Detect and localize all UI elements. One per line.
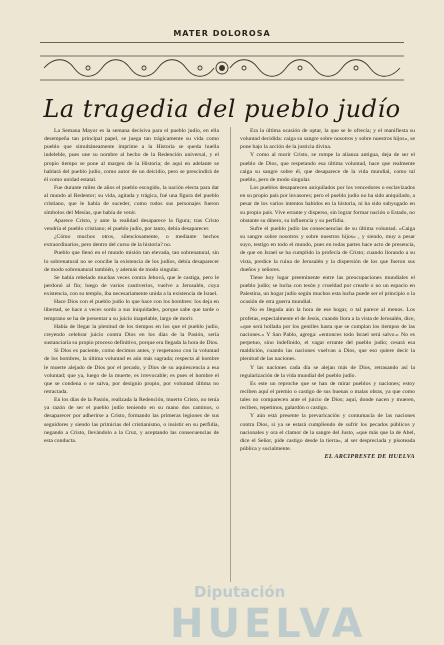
paragraph: Y las naciones cada día se alejan más de Dios, retrasando así la regularización de la vida mundial del pueblo judío. xyxy=(240,364,415,379)
paragraph: Hace Dios con el pueblo judío lo que hace con los hombres: los deja en libertad, se hace a veces sordo a sus iniquidades, porque sabe que tarde o temprano se ha de presentar a su juicio inapelable, largo de morir. xyxy=(44,299,219,322)
paragraph: Aparece Cristo, y ante la realidad desaparece la figura; tras Cristo vendría el pueblo cristiano; el pueblo judío, por tanto, debía desaparecer. xyxy=(44,217,219,232)
watermark-line2: HUELVA xyxy=(170,601,367,645)
watermark-line1: Diputación xyxy=(194,583,286,601)
paragraph: Es este un reproche que se han de mirar pueblos y naciones; estoy reciben aquí el premio o castigo de sus buenas o malas obras, ya que como tales no comparecen ante el juicio de Dios; aquí, donde nacen y mueren, reciben, repetimos, galardón o castigo. xyxy=(240,380,415,412)
paragraph: Sufre el pueblo judío las consecuencias de su última voluntad. «Caiga su sangre sobre nosotros y sobre nuestros hijos» , y siendo, muy a pesar suyo, testigo en todo el mundo, pues en todas partes hace acto de presencia, de que en Israel se ha cumplido la profecía de Cristo; cuando llorando a su vista, predice la ruina de Jerusalén y la dispersión de los que fueron sus dueños y señores. xyxy=(240,225,415,273)
paragraph: Tiene hoy lugar preeminente entre las preocupaciones mundiales el pueblo judío; se lucha con tesón y crueldad por crearle o no un espacio en Palestina, un hogar judío según muchos esta lucha puede ser el principio o la ocasión de otra guerra mundial. xyxy=(240,274,415,306)
column-divider xyxy=(230,127,231,582)
running-header: MATER DOLOROSA xyxy=(173,29,271,38)
author-signature: EL ARCIPRESTE DE HUELVA xyxy=(324,453,415,461)
paragraph: Y como al morir Cristo, se rompe la alianza antigua, deja de ser el pueblo de Dios, que respetando esa última voluntad, hace que realmente caiga su sangre sobre él, que desaparece de la vida mundial, como tal pueblo, pero de modo singular. xyxy=(240,152,415,183)
left-column xyxy=(44,127,219,445)
paragraph: La Semana Mayor es la semana decisiva para el pueblo judío, en ella desempeña tan principal papel, se juega tan trágicamente su vida como pueblo que simultáneamente imprime a la Historia se queda huella indeleble, pues une su nombre al hecho de la Redención universal, y el propio tiempo se pone al margen de la Historia; de aquí en adelante se hablará del pueblo judío, como autor de un deicidio, pero se prescindirá de él como unidad estatal. xyxy=(44,128,219,183)
right-column xyxy=(240,127,415,461)
archive-watermark xyxy=(150,575,410,645)
header-rule xyxy=(40,42,404,43)
paragraph: ¿Cómo muchos otros, silenciosamente, o mediante hechos extraordinarios, pero dentro del curso de la historia? no. xyxy=(44,234,219,249)
decorative-ornament-band xyxy=(40,55,404,81)
paragraph: No es llegada aún la hora de ese hogar, o tal parece al menos. Los profetas, especialmente el de Jesús, cuando llora a la vista de Jerusalén, dice, «que será hollada por los gentiles hasta que se cumplan los tiempos de las naciones.» Y San Pablo, agrega: «entonces todo Israel será salvo.» No es perpetuo, sino indefinido, el vagar errante del pueblo judío; cesará esa maldición, cuando las naciones vuelvan a Dios, que eso quiere decir la plenitud de las naciones. xyxy=(240,307,415,363)
paragraph: Era la última ocasión de optar, la que se le ofrecía; y el manifiesta su voluntad decidida: caiga su sangre sobre nosotros y sobre nuestros hijos», se pone bajo la acción de la justicia divina. xyxy=(240,128,415,151)
paragraph: Pueblo que llenó en el mundo misión tan elevada, tan sobrenatural, sin lo sobrenatural no se concibe la existencia de los judíos, debía desaparecer de modo sobrenatural también, y además de modo singular. xyxy=(44,250,219,273)
paragraph: Había de llegar la plenitud de los tiempos en los que el pueblo judío, creyendo celebrar juicio contra Dios en los días de la Pasión, sería sustanciaría su propio proceso definitivo, porque era llegada la hora de Dios. xyxy=(44,323,219,347)
paragraph: Y aún está presente la prevaricación y contumacia de las naciones contra Dios, si ya se estará cumpliendo de sufrir los pecados públicos y nacionales y ora el clamor de la sangre del Justo, «que más que la de Abel, dice el Señor, pide castigo desde la tierra», al ser despreciada y pisoteada pública y socialmente. xyxy=(240,413,415,453)
paragraph: Si Dios es paciente, como decimos antes, y respetuoso con la voluntad de los hombres, la última voluntad es aún más sagrada; respecta al hombre le muerte alejado de Dios por el pecado, y Dios de su aquiescencia a esa voluntad; que ya, luego de la muerte, es irrevocable; es pues el hombre el que se condena o se salva, por designio propio, por voluntad última no retractada. xyxy=(44,348,219,395)
article-title: La tragedia del pueblo judío xyxy=(43,95,401,123)
paragraph: Se había rebelado muchas veces contra Jehová, que le castiga, pero le perdonó al fin; luego de varios cautiverios, vuelve a Jerusalén, cuya existencia, con su templo, iba necesariamente unida a la existencia de Israel. xyxy=(44,274,219,298)
paragraph: Fue durante miles de años el pueblo escogido, la nación electa para dar al mundo al Redentor; su vida, agitada y trágica, fué una figura del pueblo cristiano, que le había de suceder, como todos sus personajes fueron símbolos del Mesías, que había de venir. xyxy=(44,185,219,216)
paragraph: Los pueblos desaparecen aniquilados por los vencedores o esclavizados en su propio país por invasores; pero el pueblo judío no ha sido aniquilado, a pesar de los varios intentos habidos en la historia, ni ha sido subyugado en su propio país. Vive errante y disperso, sin lograr formar nación o Estado, no obstante su dinero, su influencia y su perfidia. xyxy=(240,185,415,224)
paragraph: En los días de la Pasión, realizada la Redención, muerto Cristo, no tenía ya razón de ser el pueblo judío teniendo en su mano dos caminos, o desaparecer por adherirse a Cristo, formando las primeras legiones de sus seguidores y siendo las primicias del cristianismo, o insistir en su perfidia, negando a Cristo, llevándolo a la Cruz, y aceptando las consecuencias de esta conducta. xyxy=(44,397,219,444)
